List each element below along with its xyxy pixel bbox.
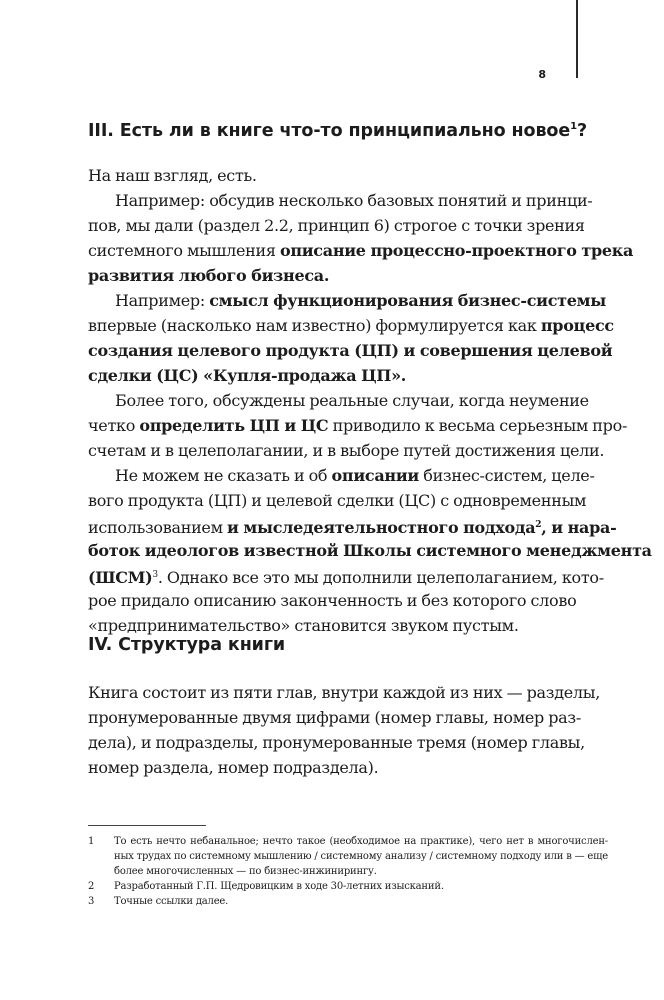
paragraph-line: вого продукта (ЦП) и целевой сделки (ЦС) с одновременным xyxy=(88,491,587,510)
paragraph-line: «предпринимательство» становится звуком пустым. xyxy=(88,616,519,635)
paragraph-line: На наш взгляд, есть. xyxy=(88,166,257,185)
footnote-line: более многочисленных — по бизнес-инжинирингу. xyxy=(114,866,377,877)
paragraph-line: (ШСМ)$^3$. Однако все это мы дополнили целеполаганием, кото- xyxy=(88,568,604,587)
footnote-line: То есть нечто небанальное; нечто такое (необходимое на практике), чего нет в многочислен- xyxy=(114,836,608,847)
paragraph-line: пронумерованные двумя цифрами (номер главы, номер раз- xyxy=(88,708,581,727)
footnote xyxy=(88,834,608,879)
paragraph-line: Не можем не сказать и об описании бизнес-систем, целе- xyxy=(115,466,595,485)
paragraph-line: развития любого бизнеса. xyxy=(88,266,330,285)
paragraph-line: пов, мы дали (раздел 2.2, принцип 6) строгое с точки зрения xyxy=(88,216,585,235)
paragraph-line: рое придало описанию законченность и без которого слово xyxy=(88,591,577,610)
section-heading-3: III. Есть ли в книге что-то принципиально новое$^1$? xyxy=(88,121,588,141)
paragraph-line: Книга состоит из пяти глав, внутри каждой из них — разделы, xyxy=(88,683,600,702)
footnote-number: 1 xyxy=(88,836,95,847)
paragraph-line: четко определить ЦП и ЦС приводило к весьма серьезным про- xyxy=(88,416,628,435)
footnote-line: ных трудах по системному мышлению / системному анализу / системному подходу или в — еще xyxy=(114,851,608,862)
section-3-body xyxy=(88,163,652,638)
paragraph-line: Например: обсудив несколько базовых понятий и принци- xyxy=(115,191,593,210)
paragraph-line: использованием и мыследеятельностного подхода$^2$, и нара- xyxy=(88,518,617,537)
paragraph-line: сделки (ЦС) «Купля-продажа ЦП». xyxy=(88,366,407,385)
footnote-line: Разработанный Г.П. Щедровицким в ходе 30-летних изысканий. xyxy=(114,881,444,892)
paragraph-line: дела), и подразделы, пронумерованные тремя (номер главы, xyxy=(88,733,585,752)
section-4-body xyxy=(88,680,600,780)
page-number: 8 xyxy=(538,68,546,81)
footnote-ref: 1 xyxy=(570,121,577,132)
footnote-ref: 3 xyxy=(152,570,158,580)
paragraph-line: номер раздела, номер подраздела). xyxy=(88,758,379,777)
paragraph-line: счетам и в целеполагании, и в выборе путей достижения цели. xyxy=(88,441,605,460)
footnote-number: 2 xyxy=(88,881,95,892)
footnote-ref: 2 xyxy=(535,520,542,530)
paragraph-line: создания целевого продукта (ЦП) и совершения целевой xyxy=(88,341,613,360)
footnote-separator xyxy=(88,825,206,826)
section-heading-4: IV. Структура книги xyxy=(88,635,286,655)
footnote xyxy=(88,879,574,894)
paragraph-line: системного мышления описание процессно-проектного трека xyxy=(88,241,634,260)
header-vertical-rule xyxy=(576,0,578,78)
footnote-line: Точные ссылки далее. xyxy=(114,896,229,907)
paragraph-line: Например: смысл функционирования бизнес-системы xyxy=(115,291,606,310)
paragraph-line: боток идеологов известной Школы системного менеджмента xyxy=(88,541,652,560)
footnote xyxy=(88,894,574,909)
paragraph-line: впервые (насколько нам известно) формулируется как процесс xyxy=(88,316,614,335)
paragraph-line: Более того, обсуждены реальные случаи, когда неумение xyxy=(115,391,589,410)
footnote-number: 3 xyxy=(88,896,95,907)
footnotes xyxy=(88,834,608,909)
